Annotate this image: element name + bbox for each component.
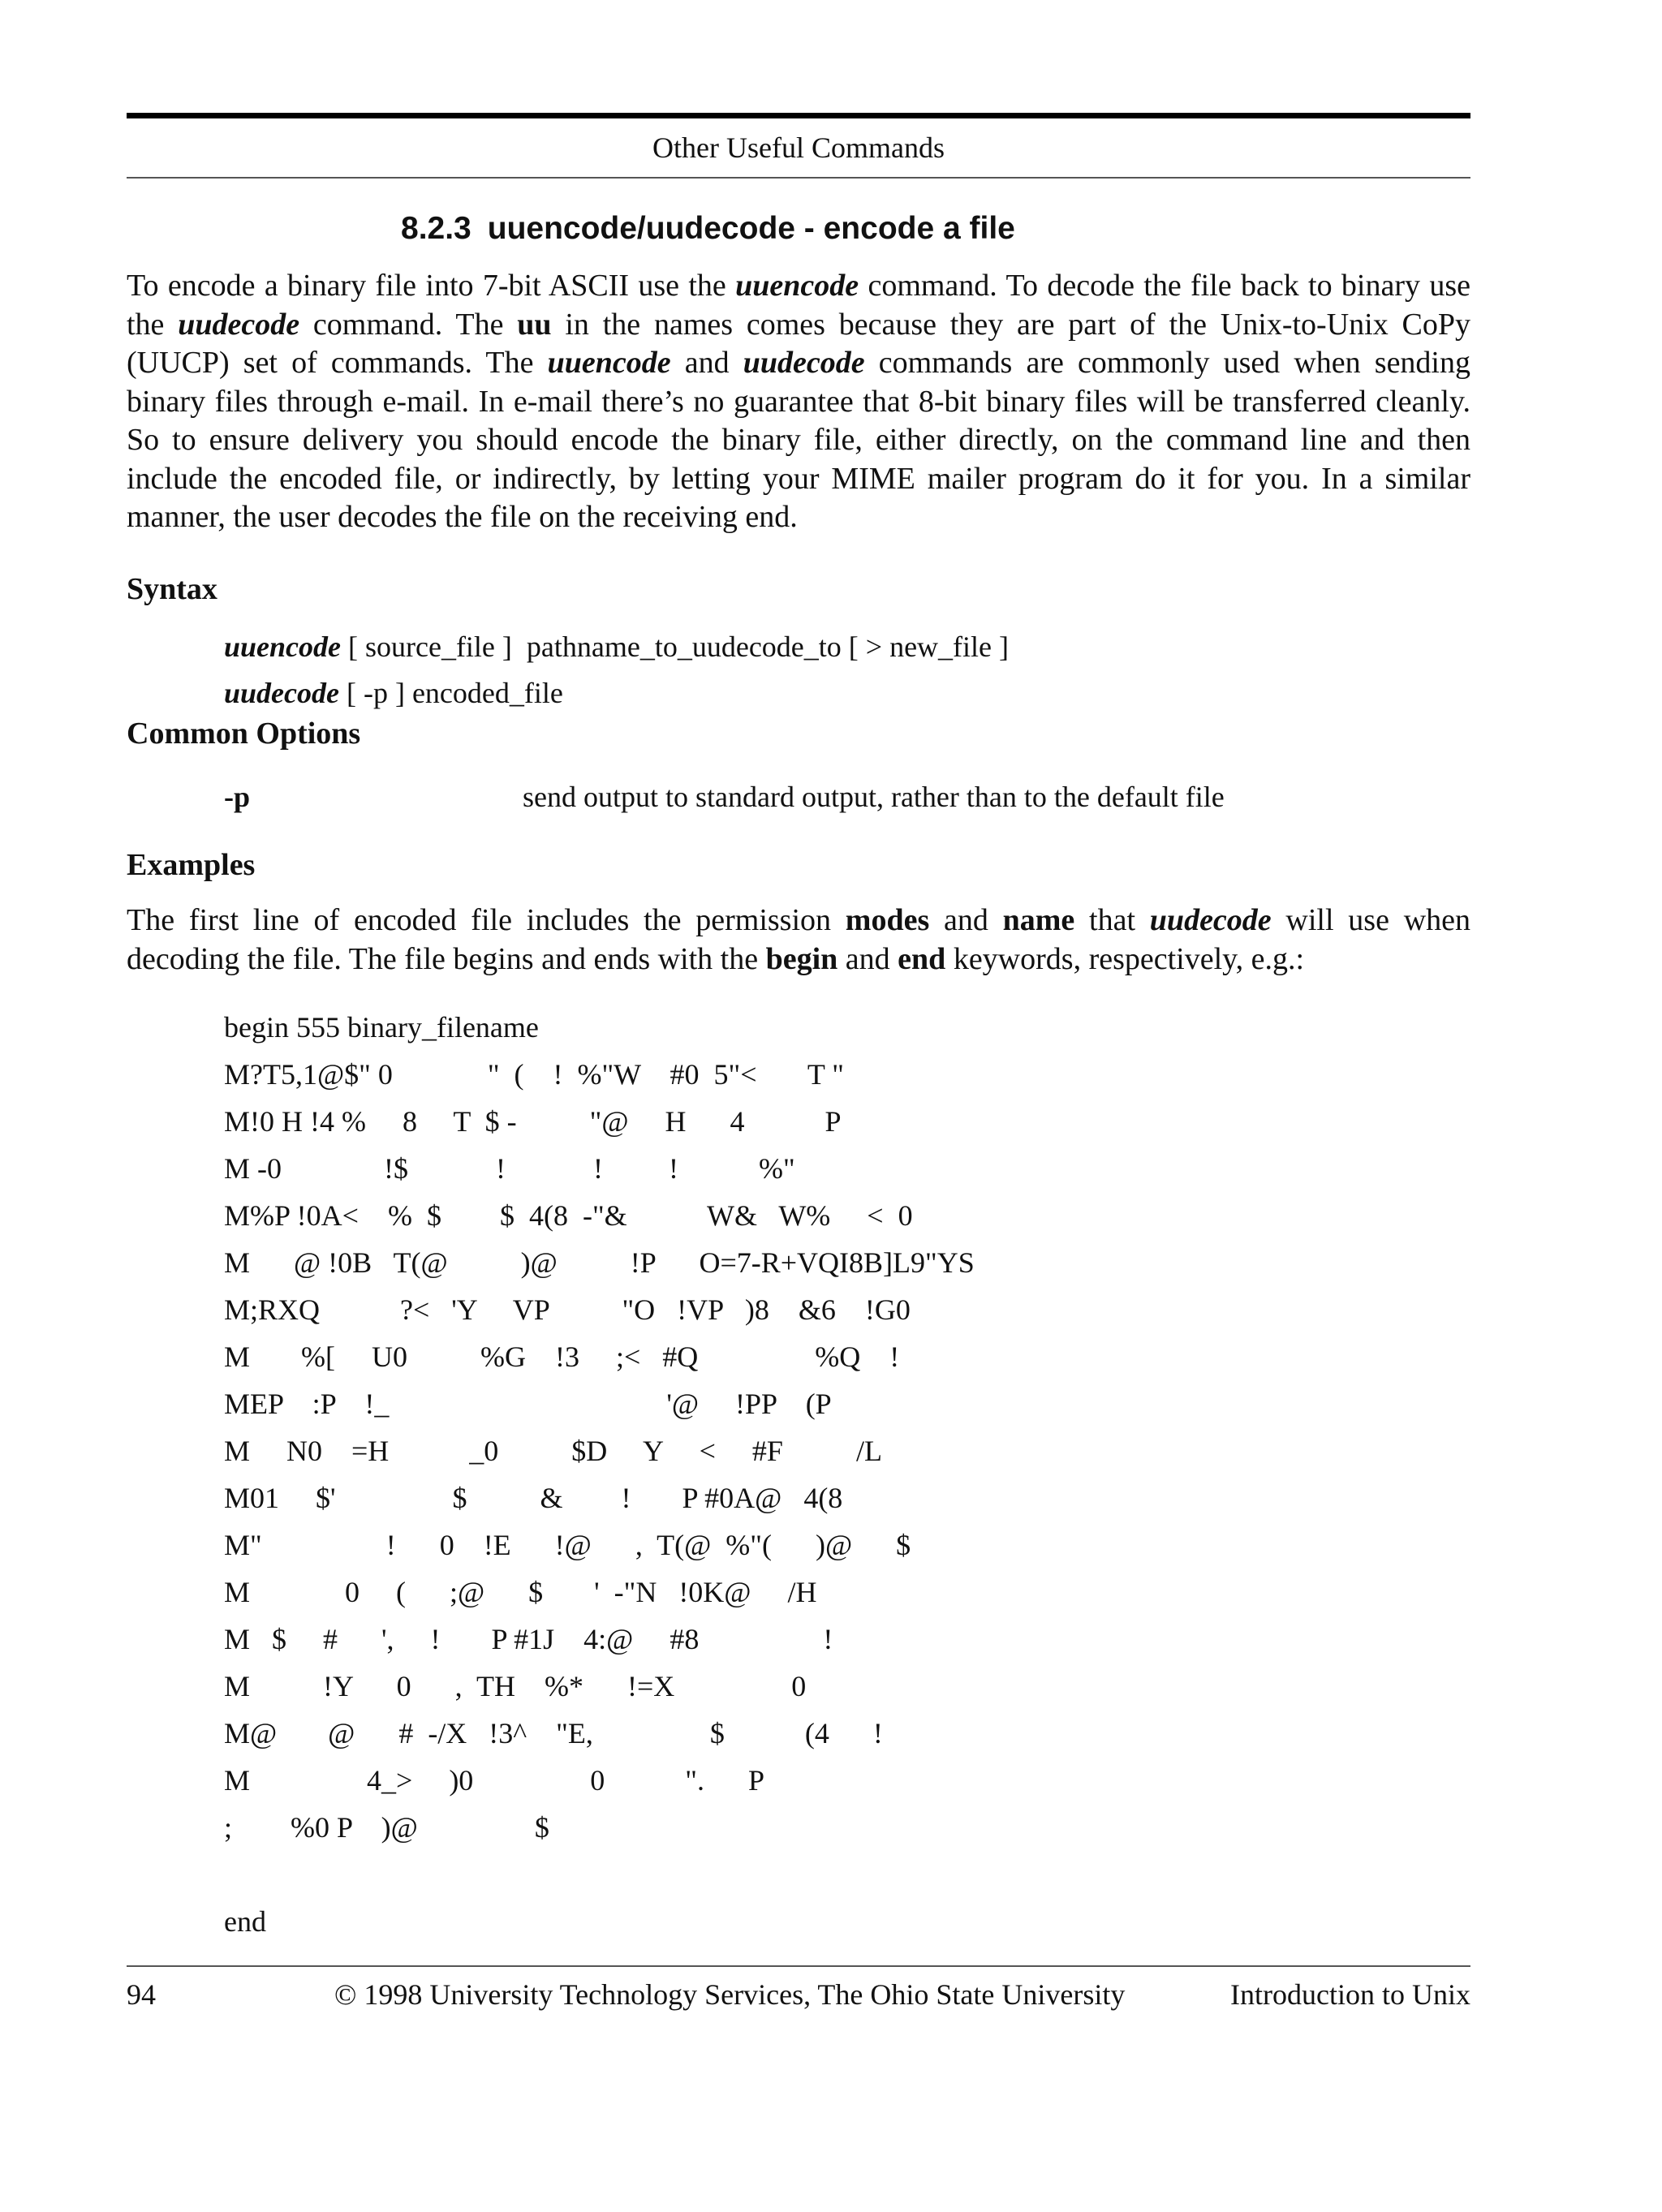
examples-text-2: and	[929, 903, 1003, 937]
intro-text-4: in the names comes because they are part of the Unix-to-Unix CoPy (UUCP) set of commands. The	[127, 307, 1470, 380]
intro-cmd-uuencode-2: uuencode	[547, 346, 671, 380]
intro-cmd-uudecode-2: uudecode	[743, 346, 865, 380]
option-flag: -p	[224, 781, 251, 813]
option-description: send output to standard output, rather than to the default file	[523, 781, 1225, 813]
section-number: 8.2.3	[401, 211, 471, 246]
intro-uu: uu	[517, 307, 552, 342]
section-title	[401, 209, 1015, 248]
intro-text-3: command. The	[299, 307, 518, 342]
footer-rule	[127, 1965, 1470, 1967]
code-line: M -0 !$ ! ! ! %"	[224, 1152, 795, 1185]
code-line: end	[224, 1905, 266, 1938]
code-line: M!0 H !4 % 8 T $ - "@ H 4 P	[224, 1105, 842, 1138]
code-line: begin 555 binary_filename	[224, 1011, 539, 1044]
code-line: M" ! 0 !E !@ , T(@ %"( )@ $	[224, 1529, 911, 1561]
syntax-line-uuencode	[224, 629, 1009, 665]
intro-text-6: commands are commonly used when sending binary files through e-mail. In e-mail there’s no guarantee that 8-bit binary files will be transferred cleanly. So to ensure delivery you should encode the binary file, either directly, on the command line and then include the encoded file, or indirectly, by letting your MIME mailer program do it for you. In a similar manner, the user decodes the file on the receiving end.	[127, 346, 1470, 534]
intro-text-5: and	[670, 346, 743, 380]
syntax-cmd-uuencode: uuencode	[224, 630, 341, 663]
code-line: M !Y 0 , TH %* !=X 0	[224, 1670, 807, 1702]
code-line: ; %0 P )@ $	[224, 1811, 549, 1844]
examples-text-6: keywords, respectively, e.g.:	[945, 941, 1305, 976]
footer-copyright: © 1998 University Technology Services, The Ohio State University	[334, 1978, 1126, 2011]
examples-paragraph	[127, 902, 1470, 979]
code-line: M01 $' $ & ! P #0A@ 4(8	[224, 1482, 843, 1514]
code-line: M@ @ # -/X !3^ "E, $ (4 !	[224, 1717, 883, 1749]
code-line: M;RXQ ?< 'Y VP "O !VP )8 &6 !G0	[224, 1293, 911, 1326]
examples-modes: modes	[845, 903, 930, 937]
examples-heading: Examples	[127, 848, 256, 882]
section-title-text: uuencode/uudecode - encode a file	[487, 211, 1015, 246]
common-options-heading: Common Options	[127, 717, 361, 751]
page-number: 94	[127, 1978, 156, 2011]
intro-paragraph	[127, 267, 1470, 537]
examples-begin: begin	[765, 941, 838, 976]
running-header: Other Useful Commands	[652, 131, 945, 164]
examples-cmd-uudecode: uudecode	[1149, 903, 1272, 937]
code-line	[224, 1851, 975, 1898]
syntax-cmd-uudecode: uudecode	[224, 677, 339, 709]
examples-text-5: and	[837, 941, 898, 976]
syntax-args-uuencode: [ source_file ] pathname_to_uudecode_to [ > new_file ]	[341, 630, 1010, 663]
footer-book-title: Introduction to Unix	[1230, 1978, 1470, 2011]
examples-text-3: that	[1074, 903, 1150, 937]
code-line: M 4_> )0 0 ". P	[224, 1764, 765, 1797]
encoded-file-example	[224, 1004, 975, 1945]
examples-text-1: The first line of encoded file includes the permission	[127, 903, 846, 937]
intro-cmd-uudecode: uudecode	[178, 307, 300, 342]
examples-name: name	[1002, 903, 1075, 937]
header-rule	[127, 177, 1470, 179]
syntax-heading: Syntax	[127, 572, 217, 606]
intro-text-1: To encode a binary file into 7-bit ASCII use the	[127, 269, 736, 303]
code-line: M @ !0B T(@ )@ !P O=7-R+VQI8B]L9"YS	[224, 1246, 975, 1279]
intro-text-2: command. To decode the file back to binary use the	[127, 269, 1470, 342]
top-thick-rule	[127, 113, 1470, 118]
examples-text-4: will use when decoding the file. The file begins and ends with the	[127, 903, 1471, 976]
syntax-line-uudecode	[224, 675, 563, 711]
examples-end: end	[898, 941, 946, 976]
code-line: M?T5,1@$" 0 " ( ! %"W #0 5"< T "	[224, 1058, 844, 1091]
code-line: M 0 ( ;@ $ ' -"N !0K@ /H	[224, 1576, 817, 1608]
code-line: M %[ U0 %G !3 ;< #Q %Q !	[224, 1341, 900, 1373]
syntax-args-uudecode: [ -p ] encoded_file	[338, 677, 563, 709]
intro-cmd-uuencode: uuencode	[735, 269, 859, 303]
code-line: M $ # ', ! P #1J 4:@ #8 !	[224, 1623, 833, 1655]
code-line: M%P !0A< % $ $ 4(8 -"& W& W% < 0	[224, 1199, 913, 1232]
code-line: M N0 =H _0 $D Y < #F /L	[224, 1435, 882, 1467]
code-line: MEP :P !_ '@ !PP (P	[224, 1388, 832, 1420]
